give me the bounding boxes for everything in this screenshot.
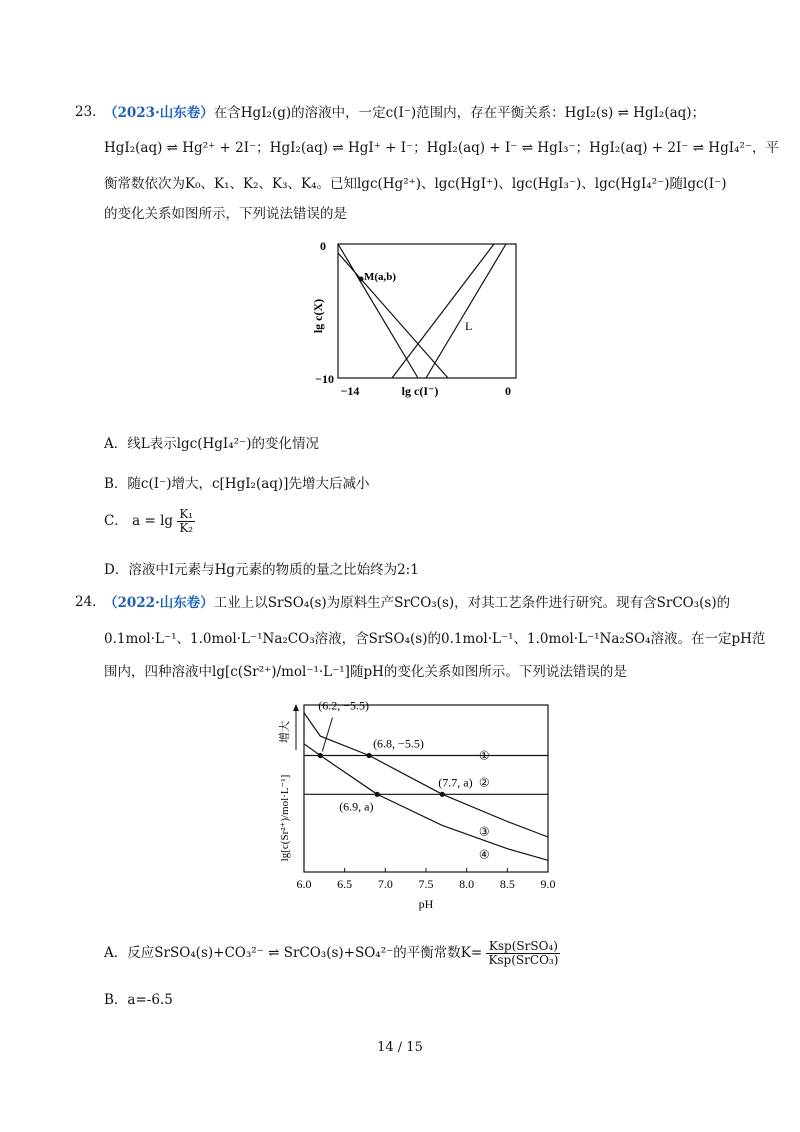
chart2-annotation-arrow — [322, 717, 332, 751]
chart2-point-label: (6.8, −5.5) — [373, 736, 424, 751]
chart2-x-tick-label: 6.0 — [296, 877, 312, 891]
chart2-x-tick-label: 7.0 — [377, 877, 393, 891]
chart1-line-label: L — [465, 319, 473, 333]
q24-line3: 围内，四种溶液中lg[c(Sr²⁺)/mol⁻¹·L⁻¹]随pH的变化关系如图所示。下列说法错误的是 — [104, 664, 627, 680]
chart2-x-tick-label: 8.5 — [499, 877, 515, 891]
q24-option-b: B．a=-6.5 — [104, 992, 173, 1008]
q23-option-c-eq: a = lg — [132, 513, 174, 529]
chart2-x-tick-label: 6.5 — [337, 877, 353, 891]
q23-line4: 的变化关系如图所示，下列说法错误的是 — [104, 206, 347, 222]
chart2-y-label: lg[c(Sr²⁺)/mol·L⁻¹] — [279, 774, 291, 862]
chart1-x-right: 0 — [505, 384, 511, 398]
chart2-point — [375, 792, 380, 797]
q24-line1 — [104, 594, 730, 612]
chart2-point — [366, 753, 371, 758]
q24-option-a-den: Ksp(SrCO₃) — [488, 953, 559, 967]
q23-option-c — [104, 508, 195, 535]
q24-option-a — [104, 940, 560, 967]
chart2-x-tick-label: 7.5 — [418, 877, 434, 891]
chart1-curve-1 — [338, 244, 418, 378]
chart2-x-tick-label: 8.0 — [459, 877, 475, 891]
q24-source: （2022·山东卷） — [104, 595, 214, 611]
q24-option-a-prefix: A．反应SrSO₄(s)+CO₃²⁻ ⇌ SrCO₃(s)+SO₄²⁻的平衡常数K= — [104, 945, 483, 961]
q24-option-a-num: Ksp(SrSO₄) — [486, 940, 560, 954]
q24-number: 24. — [75, 594, 97, 610]
chart2-y-arrow-label: 增大 — [279, 721, 291, 743]
chart1-x-left: −14 — [340, 384, 360, 398]
chart2-series-label-1: ① — [478, 748, 490, 763]
chart1-line-l — [426, 244, 506, 378]
q23-option-b: B．随c(I⁻)增大，c[HgI₂(aq)]先增大后减小 — [104, 476, 370, 492]
chart2-point — [440, 792, 445, 797]
q23-option-c-prefix: C． — [104, 513, 128, 529]
chart2-series-3 — [304, 713, 548, 837]
chart1-y-label: lg c(X) — [311, 298, 325, 334]
q23-number: 23. — [75, 104, 97, 120]
chart2-point — [318, 753, 323, 758]
q23-text1: 在含HgI₂(g)的溶液中，一定c(I⁻)范围内，存在平衡关系：HgI₂(s) ⇌ HgI₂(aq)； — [213, 105, 706, 121]
chart2-x-label: pH — [418, 897, 434, 911]
q23-option-d: D．溶液中I元素与Hg元素的物质的量之比始终为2:1 — [104, 562, 419, 578]
chart1-curve-3 — [392, 244, 494, 378]
q23-option-a: A．线L表示lgc(HgI₄²⁻)的变化情况 — [104, 436, 319, 452]
chart1-y-bottom: −10 — [315, 372, 334, 386]
chart2-x-tick-label: 9.0 — [540, 877, 556, 891]
chart1-x-label: lg c(I⁻) — [401, 384, 439, 398]
chart1-frame — [338, 244, 516, 378]
page-number: 14 / 15 — [377, 1040, 423, 1055]
q23-option-c-den: K₂ — [179, 521, 194, 535]
q23-option-c-num: K₁ — [179, 507, 194, 521]
chart2-series-label-4: ④ — [478, 847, 490, 862]
q24-text1: 工业上以SrSO₄(s)为原料生产SrCO₃(s)，对其工艺条件进行研究。现有含SrCO₃(s)的 — [213, 595, 731, 611]
q23-chart — [300, 238, 530, 400]
q24-chart — [270, 700, 570, 920]
chart1-point-label: M(a,b) — [364, 271, 397, 283]
chart2-series-label-3: ③ — [478, 824, 490, 839]
q23-line3: 衡常数依次为K₀、K₁、K₂、K₃、K₄。已知lgc(Hg²⁺)、lgc(HgI⁺)、lgc(HgI₃⁻)、lgc(HgI₄²⁻)随lgc(I⁻) — [104, 176, 727, 192]
q24-option-a-fraction — [486, 940, 560, 967]
chart2-y-arrow-head — [293, 704, 299, 711]
chart1-y-top: 0 — [320, 239, 326, 253]
chart1-point-m — [359, 277, 364, 282]
chart2-frame — [304, 705, 548, 872]
chart2-point-label: (6.2, −5.5) — [318, 700, 370, 713]
q23-option-c-fraction — [177, 508, 195, 535]
q24-line2: 0.1mol·L⁻¹、1.0mol·L⁻¹Na₂CO₃溶液，含SrSO₄(s)的0.1mol·L⁻¹、1.0mol·L⁻¹Na₂SO₄溶液。在一定pH范 — [104, 631, 766, 647]
chart2-series-label-2: ② — [478, 775, 490, 790]
chart2-point-label: (6.9, a) — [339, 799, 374, 814]
q23-source: （2023·山东卷） — [104, 105, 214, 121]
q23-line2: HgI₂(aq) ⇌ Hg²⁺ + 2I⁻；HgI₂(aq) ⇌ HgI⁺ + I⁻；HgI₂(aq) + I⁻ ⇌ HgI₃⁻；HgI₂(aq) + 2I⁻ ⇌ HgI₄²⁻，平 — [104, 140, 780, 156]
q23-line1 — [104, 104, 705, 122]
chart2-point-label: (7.7, a) — [438, 775, 473, 790]
